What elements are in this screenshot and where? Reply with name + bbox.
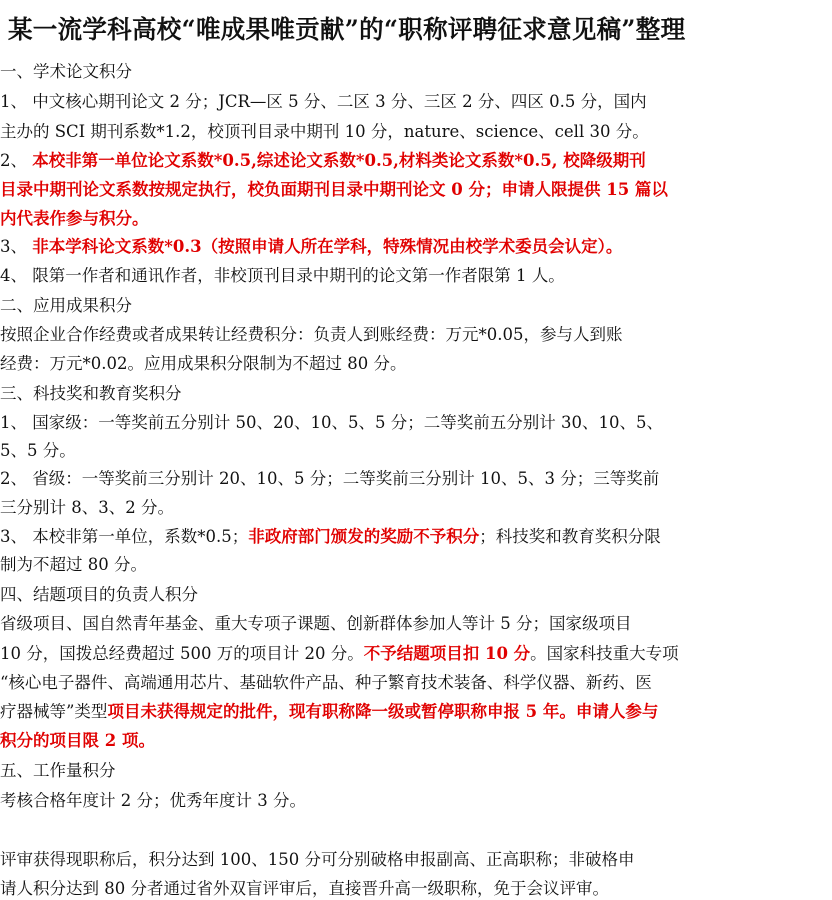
text-line bbox=[0, 527, 828, 547]
body-text: 疗器械等”类型 bbox=[0, 702, 108, 721]
text-line bbox=[0, 180, 828, 200]
body-text: 一、学术论文积分 bbox=[0, 62, 132, 81]
highlight-text: 非政府部门颁发的奖励不予积分 bbox=[248, 527, 480, 546]
text-line bbox=[0, 237, 828, 257]
body-text: 10 分，国拨总经费超过 500 万的项目计 20 分。 bbox=[0, 644, 364, 663]
text-line bbox=[0, 761, 828, 781]
body-text: 评审获得现职称后，积分达到 100、150 分可分别破格申报副高、正高职称；非破格申 bbox=[0, 850, 635, 869]
body-text: 2、 bbox=[0, 151, 33, 170]
text-line bbox=[0, 384, 828, 404]
body-text: 经费：万元*0.02。应用成果积分限制为不超过 80 分。 bbox=[0, 354, 407, 373]
highlight-text: 目录中期刊论文系数按规定执行，校负面期刊目录中期刊论文 0 分；申请人限提供 15 篇以 bbox=[0, 180, 668, 199]
body-text: 1、 中文核心期刊论文 2 分；JCR—区 5 分、二区 3 分、三区 2 分、四区 0.5 分，国内 bbox=[0, 92, 647, 111]
body-text: 三、科技奖和教育奖积分 bbox=[0, 384, 182, 403]
highlight-text: 非本学科论文系数*0.3（按照申请人所在学科，特殊情况由校学术委员会认定）。 bbox=[32, 237, 623, 256]
text-line bbox=[0, 296, 828, 316]
text-line bbox=[0, 413, 828, 433]
body-text: 二、应用成果积分 bbox=[0, 296, 132, 315]
text-line bbox=[0, 62, 828, 82]
body-text: 主办的 SCI 期刊系数*1.2，校顶刊目录中期刊 10 分，nature、science、cell 30 分。 bbox=[0, 122, 649, 141]
text-line bbox=[0, 731, 828, 751]
body-text: 3、 本校非第一单位，系数*0.5； bbox=[0, 527, 249, 546]
body-text: 4、 限第一作者和通讯作者，非校顶刊目录中期刊的论文第一作者限第 1 人。 bbox=[0, 266, 565, 285]
text-line bbox=[0, 122, 828, 142]
body-text: 1、 国家级：一等奖前五分别计 50、20、10、5、5 分；二等奖前五分别计 30、10、5、 bbox=[0, 413, 663, 432]
body-text: 。国家科技重大专项 bbox=[530, 644, 679, 663]
page-title: 某一流学科高校“唯成果唯贡献”的“职称评聘征求意见稿”整理 bbox=[8, 15, 686, 44]
text-line bbox=[0, 585, 828, 605]
body-text: 2、 省级：一等奖前三分别计 20、10、5 分；二等奖前三分别计 10、5、3 分；三等奖前 bbox=[0, 469, 660, 488]
text-line bbox=[0, 151, 828, 171]
text-line bbox=[0, 325, 828, 345]
highlight-text: 本校非第一单位论文系数*0.5,综述论文系数*0.5,材料类论文系数*0.5, 校降级期刊 bbox=[32, 151, 646, 170]
text-line bbox=[0, 441, 828, 461]
text-line bbox=[0, 673, 828, 693]
body-text: “核心电子器件、高端通用芯片、基础软件产品、种子繁育技术装备、科学仪器、新药、医 bbox=[0, 673, 652, 692]
body-text: 三分别计 8、3、2 分。 bbox=[0, 498, 174, 517]
highlight-text: 内代表作参与积分。 bbox=[0, 209, 149, 228]
body-text: 3、 bbox=[0, 237, 33, 256]
text-line bbox=[0, 266, 828, 286]
text-line bbox=[0, 498, 828, 518]
text-line bbox=[0, 791, 828, 811]
body-text: 制为不超过 80 分。 bbox=[0, 555, 147, 574]
highlight-text: 积分的项目限 2 项。 bbox=[0, 731, 155, 750]
text-line bbox=[0, 92, 828, 112]
text-line bbox=[0, 555, 828, 575]
text-line bbox=[0, 879, 828, 899]
body-text: 五、工作量积分 bbox=[0, 761, 116, 780]
body-text: 5、5 分。 bbox=[0, 441, 76, 460]
highlight-text: 项目未获得规定的批件，现有职称降一级或暂停职称申报 5 年。申请人参与 bbox=[107, 702, 659, 721]
text-line bbox=[0, 702, 828, 722]
body-text: 考核合格年度计 2 分；优秀年度计 3 分。 bbox=[0, 791, 306, 810]
text-line bbox=[0, 614, 828, 634]
text-line bbox=[0, 209, 828, 229]
text-line bbox=[0, 469, 828, 489]
text-line bbox=[0, 850, 828, 870]
body-text: ；科技奖和教育奖积分限 bbox=[479, 527, 661, 546]
text-line bbox=[0, 354, 828, 374]
text-line bbox=[0, 644, 828, 664]
body-text: 省级项目、国自然青年基金、重大专项子课题、创新群体参加人等计 5 分；国家级项目 bbox=[0, 614, 632, 633]
body-text: 四、结题项目的负责人积分 bbox=[0, 585, 198, 604]
highlight-text: 不予结题项目扣 10 分 bbox=[363, 644, 531, 663]
body-text: 请人积分达到 80 分者通过省外双盲评审后，直接晋升高一级职称，免于会议评审。 bbox=[0, 879, 609, 898]
body-text: 按照企业合作经费或者成果转让经费积分：负责人到账经费：万元*0.05，参与人到账 bbox=[0, 325, 623, 344]
